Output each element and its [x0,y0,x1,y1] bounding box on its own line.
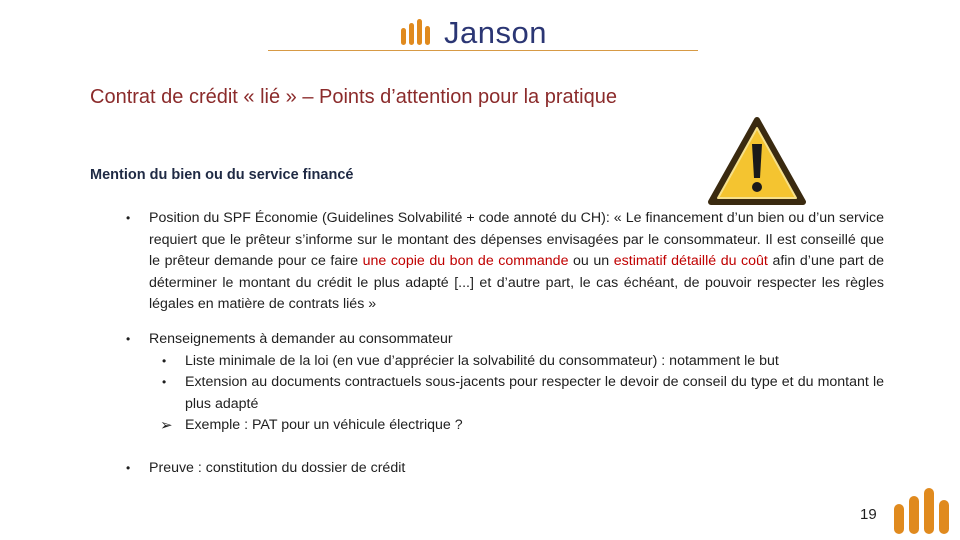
highlight-estimatif-cout: estimatif détaillé du coût [613,253,768,270]
bullet-marker: • [126,460,131,475]
page-number: 19 [860,506,877,523]
header-divider [268,50,698,51]
bullet-marker: • [126,211,131,225]
arrow-bullet-icon: ➢ [160,417,173,435]
section-heading: Mention du bien ou du service financé [90,167,354,183]
bullet-renseignements [124,329,884,437]
slide-title: Contrat de crédit « lié » – Points d’attention pour la pratique [90,86,617,108]
highlight-copie-bon-commande: une copie du bon de commande [362,253,569,270]
bullet-preuve [124,458,884,480]
sub-bullet-extension [149,372,884,415]
sub-bullet-marker: • [162,375,167,390]
sub-bullet-liste-minimale [149,351,884,373]
bullet-text: Preuve : constitution du dossier de crédit [149,459,406,476]
janson-bars-icon [400,19,434,45]
sub-bullet-marker: • [162,353,167,368]
sub-bullet-exemple [149,415,884,437]
bullet-marker: • [126,331,131,346]
sub-bullet-text: Liste minimale de la loi (en vue d’apprécier la solvabilité du consommateur) : notamment le but [185,352,779,369]
bullet-list [124,208,884,480]
sub-bullet-text: Exemple : PAT pour un véhicule électrique ? [185,417,463,434]
bullet-spf-economie [124,208,884,316]
janson-bars-mark-icon [892,488,954,539]
sub-bullet-text: Extension au documents contractuels sous-jacents pour respecter le devoir de conseil du type et du montant le plus adapté [185,374,884,412]
warning-icon [708,116,806,211]
logo-wordmark: Janson [444,14,547,50]
janson-logo [400,12,547,52]
bullet-text: Position du SPF Économie (Guidelines Solvabilité + code annoté du CH): « Le financement d’un bien ou d’un service requiert que le prêteur s’informe sur le montant des dépenses envisagées par le consommateur. Il est conseillé que le prêteur demande pour ce faire une copie du bon de commande ou un estimatif détaillé du coût afin d’une part de déterminer le montant du crédit le plus adapté [...] et d’autre part, le cas échéant, de pouvoir respecter les règles légales en matière de contrats liés » [149,210,884,313]
bullet-text: Renseignements à demander au consommateur [149,330,453,347]
